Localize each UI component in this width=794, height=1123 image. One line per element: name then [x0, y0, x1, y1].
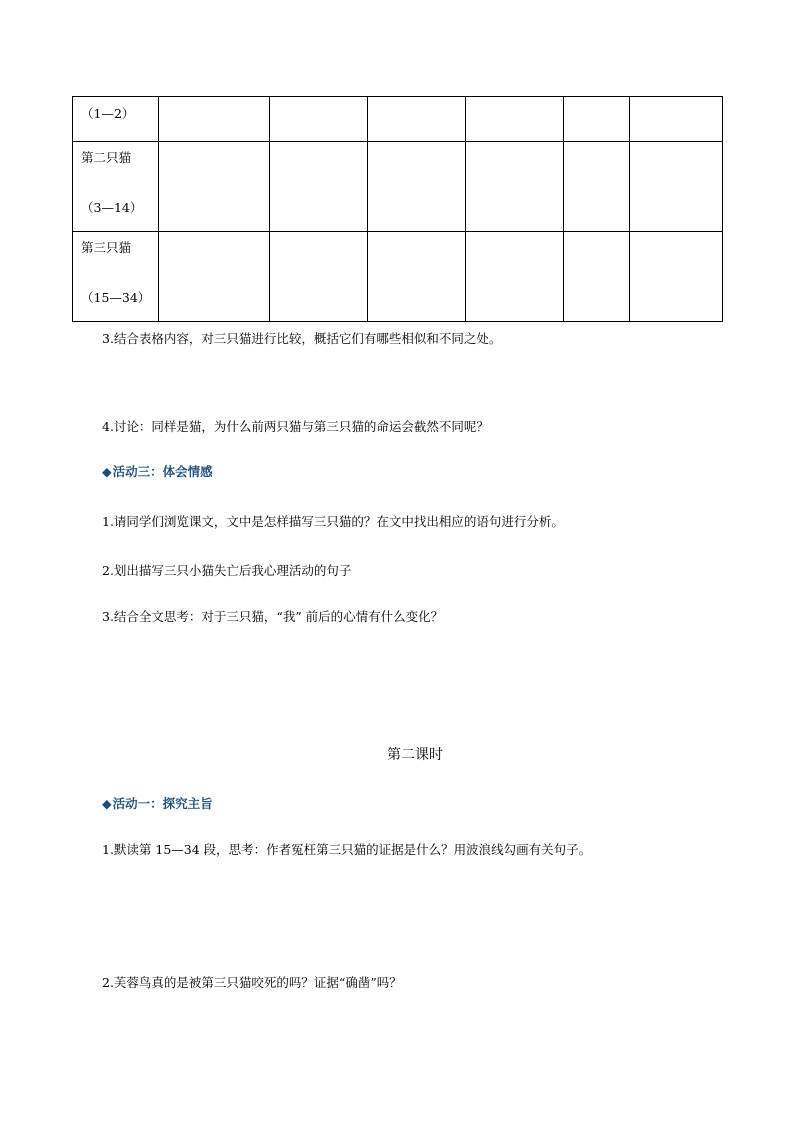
row-label: 第二只猫 [81, 150, 132, 165]
row-label-cell [73, 232, 159, 322]
table-row [73, 97, 723, 142]
table-cell [630, 97, 723, 142]
question-4: 4.讨论：同样是猫，为什么前两只猫与第三只猫的命运会截然不同呢？ [102, 419, 489, 434]
row-range: （15—34） [81, 290, 151, 305]
table-cell [630, 142, 723, 232]
table-cell [564, 142, 630, 232]
diamond-icon: ◆ [102, 796, 112, 811]
table-cell [564, 232, 630, 322]
table-cell [466, 232, 564, 322]
activity-1-heading: ◆活动一：探究主旨 [102, 796, 213, 811]
question-3: 3.结合表格内容，对三只猫进行比较，概括它们有哪些相似和不同之处。 [102, 331, 502, 346]
table-cell [159, 142, 270, 232]
table-cell [270, 142, 368, 232]
table-cell [466, 97, 564, 142]
activity-3-heading: ◆活动三：体会情感 [102, 464, 213, 479]
table-cell [368, 142, 466, 232]
activity-3-question-3: 3.结合全文思考：对于三只猫，“我” 前后的心情有什么变化？ [102, 609, 444, 624]
lesson-2-question-2: 2.芙蓉鸟真的是被第三只猫咬死的吗？证据“确凿”吗？ [102, 975, 402, 990]
table-cell [270, 97, 368, 142]
row-label: （1—2） [81, 106, 135, 121]
diamond-icon: ◆ [102, 464, 112, 479]
activity-3-question-1: 1.请同学们浏览课文，文中是怎样描写三只猫的？在文中找出相应的语句进行分析。 [102, 514, 564, 529]
table-row [73, 232, 723, 322]
table-cell [466, 142, 564, 232]
table-cell [630, 232, 723, 322]
table-cell [159, 232, 270, 322]
table-cell [159, 97, 270, 142]
table-cell [368, 232, 466, 322]
cat-comparison-table [72, 96, 723, 322]
activity-3-question-2: 2.划出描写三只小猫失亡后我心理活动的句子 [102, 563, 352, 578]
row-label: 第三只猫 [81, 240, 132, 255]
table-cell [368, 97, 466, 142]
table-cell [270, 232, 368, 322]
lesson-2-title: 第二课时 [387, 747, 443, 763]
row-label-cell [73, 142, 159, 232]
row-label-cell [73, 97, 159, 142]
lesson-2-question-1: 1.默读第 15—34 段，思考：作者冤枉第三只猫的证据是什么？用波浪线勾画有关句子。 [102, 842, 592, 857]
row-range: （3—14） [81, 200, 143, 215]
table-row [73, 142, 723, 232]
table-cell [564, 97, 630, 142]
